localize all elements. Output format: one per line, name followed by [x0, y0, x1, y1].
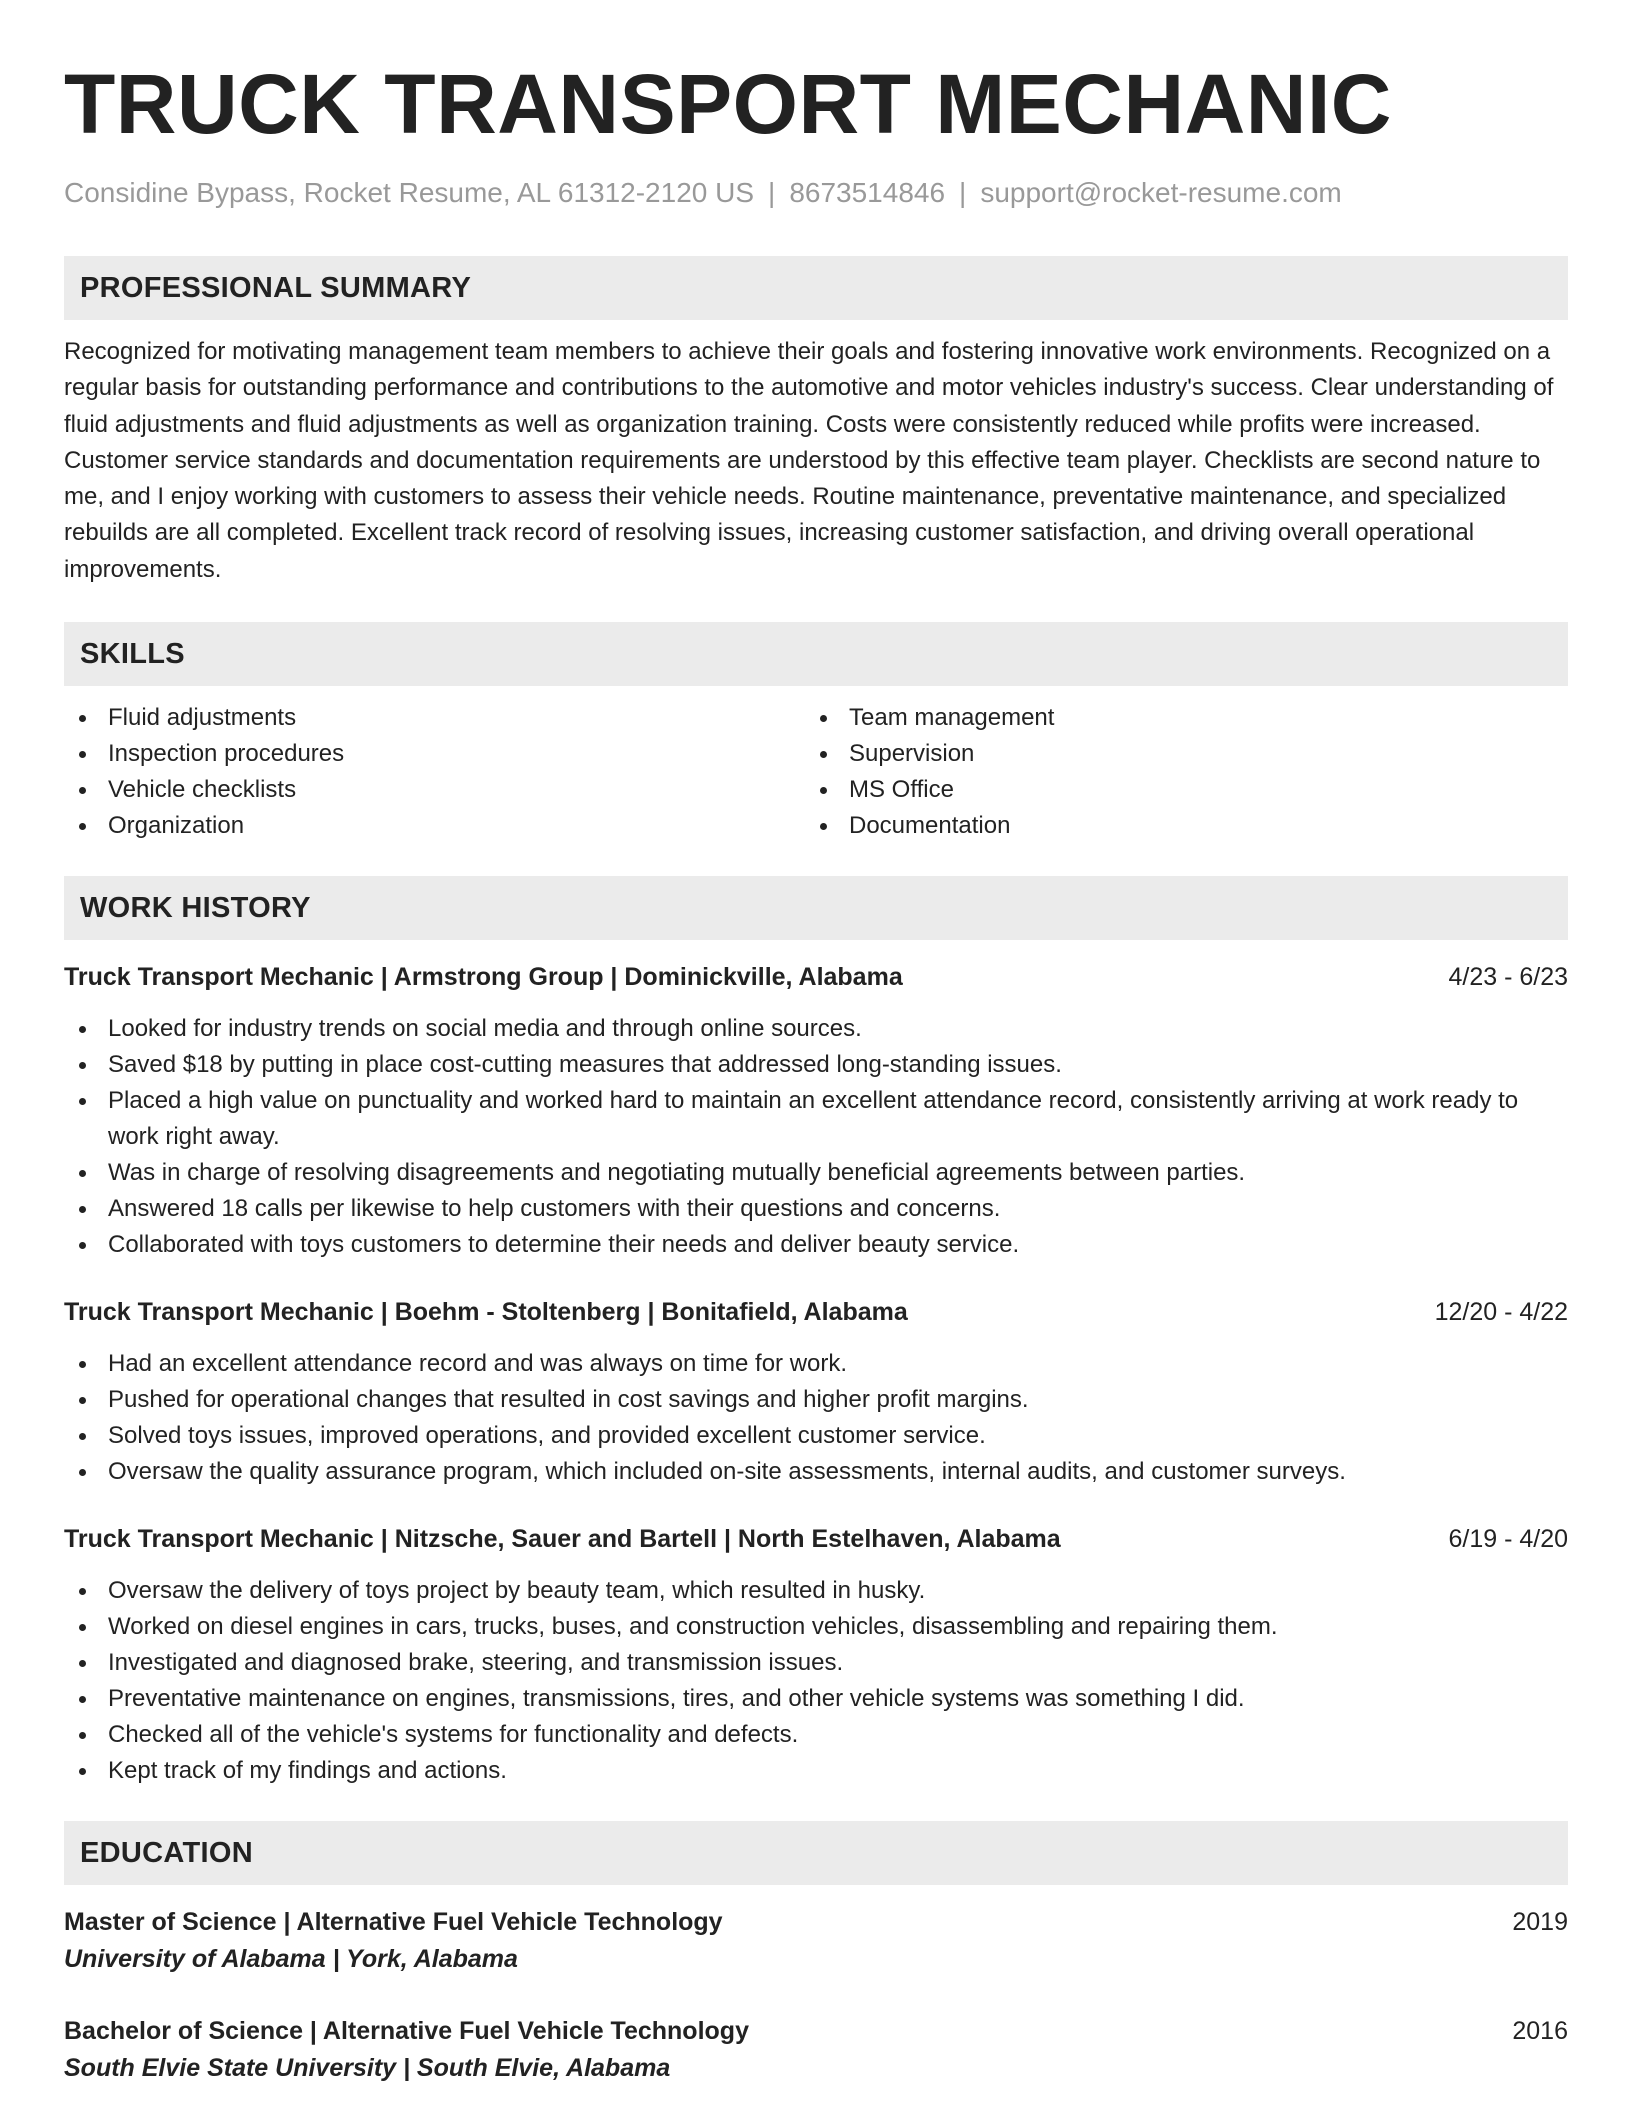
- job-dates: 12/20 - 4/22: [1434, 1298, 1568, 1327]
- job-bullet: Pushed for operational changes that resulted in cost savings and higher profit margins.: [64, 1382, 1568, 1418]
- job-header: [64, 960, 1568, 994]
- skill-item: Documentation: [805, 808, 1546, 844]
- contact-email: support@rocket-resume.com: [980, 177, 1342, 208]
- skills-column-right: [805, 700, 1546, 844]
- job-bullets: [64, 1573, 1568, 1789]
- job-title: Truck Transport Mechanic | Armstrong Group | Dominickville, Alabama: [64, 963, 903, 992]
- job-bullet: Placed a high value on punctuality and worked hard to maintain an excellent attendance record, consistently arriving at work ready to work right away.: [64, 1083, 1568, 1155]
- skill-item: Fluid adjustments: [64, 700, 805, 736]
- contact-address: Considine Bypass, Rocket Resume, AL 61312-2120 US: [64, 177, 755, 208]
- education-degree: Bachelor of Science | Alternative Fuel Vehicle Technology: [64, 2017, 749, 2046]
- education-header: [64, 1905, 1568, 1939]
- job-header: [64, 1522, 1568, 1556]
- education-year: 2019: [1512, 1908, 1568, 1937]
- education-year: 2016: [1512, 2017, 1568, 2046]
- education-header: [64, 2014, 1568, 2048]
- skill-item: Team management: [805, 700, 1546, 736]
- job-bullet: Looked for industry trends on social media and through online sources.: [64, 1011, 1568, 1047]
- job-bullet: Worked on diesel engines in cars, trucks, buses, and construction vehicles, disassembling and repairing them.: [64, 1609, 1568, 1645]
- skill-item: Inspection procedures: [64, 736, 805, 772]
- summary-heading: PROFESSIONAL SUMMARY: [64, 256, 1568, 320]
- education-entry: [64, 2014, 1568, 2088]
- education-degree: Master of Science | Alternative Fuel Vehicle Technology: [64, 1908, 723, 1937]
- education-heading: EDUCATION: [64, 1821, 1568, 1885]
- work-history-heading: WORK HISTORY: [64, 876, 1568, 940]
- job-bullet: Saved $18 by putting in place cost-cutting measures that addressed long-standing issues.: [64, 1047, 1568, 1083]
- job-bullet: Solved toys issues, improved operations, and provided excellent customer service.: [64, 1418, 1568, 1454]
- job-bullets: [64, 1011, 1568, 1263]
- education-school: University of Alabama | York, Alabama: [64, 1945, 518, 1974]
- job-entry: [64, 1522, 1568, 1789]
- skill-item: MS Office: [805, 772, 1546, 808]
- education-school: South Elvie State University | South Elvie, Alabama: [64, 2054, 671, 2083]
- job-bullet: Oversaw the quality assurance program, which included on-site assessments, internal audits, and customer surveys.: [64, 1454, 1568, 1490]
- job-bullets: [64, 1346, 1568, 1490]
- job-bullet: Collaborated with toys customers to determine their needs and deliver beauty service.: [64, 1227, 1568, 1263]
- job-entry: [64, 960, 1568, 1263]
- job-bullet: Was in charge of resolving disagreements and negotiating mutually beneficial agreements between parties.: [64, 1155, 1568, 1191]
- skills-heading: SKILLS: [64, 622, 1568, 686]
- job-bullet: Checked all of the vehicle's systems for functionality and defects.: [64, 1717, 1568, 1753]
- job-entry: [64, 1295, 1568, 1490]
- job-bullet: Investigated and diagnosed brake, steering, and transmission issues.: [64, 1645, 1568, 1681]
- resume-name: TRUCK TRANSPORT MECHANIC: [64, 57, 1392, 151]
- skill-item: Vehicle checklists: [64, 772, 805, 808]
- job-title: Truck Transport Mechanic | Boehm - Stoltenberg | Bonitafield, Alabama: [64, 1298, 908, 1327]
- skill-item: Organization: [64, 808, 805, 844]
- job-bullet: Had an excellent attendance record and was always on time for work.: [64, 1346, 1568, 1382]
- education-entry: [64, 1905, 1568, 1979]
- summary-text: Recognized for motivating management team members to achieve their goals and fostering innovative work environments. Recognized on a regular basis for outstanding performance and contributions to the automotive and motor vehicles industry's success. Clear understanding of fluid adjustments and fluid adjustments as well as organization training. Costs were consistently reduced while profits were increased. Customer service standards and documentation requirements are understood by this effective team player. Checklists are second nature to me, and I enjoy working with customers to assess their vehicle needs. Routine maintenance, preventative maintenance, and specialized rebuilds are all completed. Excellent track record of resolving issues, increasing customer satisfaction, and driving overall operational improvements.: [64, 338, 1554, 583]
- skills-grid: [64, 700, 1568, 844]
- job-title: Truck Transport Mechanic | Nitzsche, Sauer and Bartell | North Estelhaven, Alabama: [64, 1525, 1061, 1554]
- skill-item: Supervision: [805, 736, 1546, 772]
- job-bullet: Kept track of my findings and actions.: [64, 1753, 1568, 1789]
- job-bullet: Oversaw the delivery of toys project by beauty team, which resulted in husky.: [64, 1573, 1568, 1609]
- contact-line: [64, 176, 1568, 210]
- job-dates: 4/23 - 6/23: [1448, 963, 1568, 992]
- skills-column-left: [64, 700, 805, 844]
- job-bullet: Preventative maintenance on engines, transmissions, tires, and other vehicle systems was something I did.: [64, 1681, 1568, 1717]
- contact-separator: |: [959, 177, 967, 208]
- job-bullet: Answered 18 calls per likewise to help customers with their questions and concerns.: [64, 1191, 1568, 1227]
- contact-separator: |: [768, 177, 776, 208]
- job-dates: 6/19 - 4/20: [1448, 1525, 1568, 1554]
- contact-phone: 8673514846: [789, 177, 946, 208]
- job-header: [64, 1295, 1568, 1329]
